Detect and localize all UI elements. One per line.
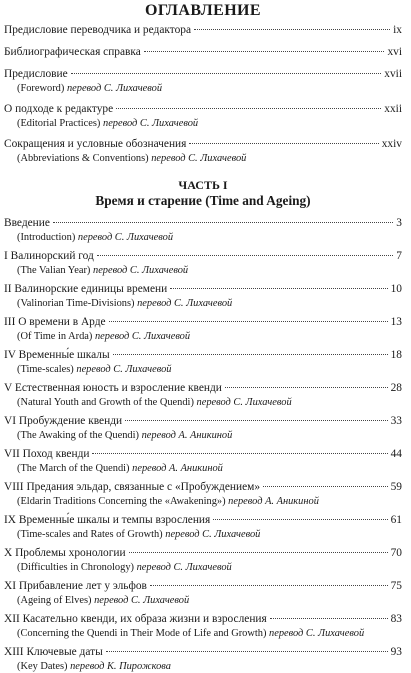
dot-leader [125, 420, 388, 421]
page-number: 83 [390, 613, 402, 625]
toc-entry-line[interactable] [4, 480, 402, 495]
toc-entry-line[interactable] [4, 137, 402, 152]
page-number: xxiv [381, 138, 402, 150]
page-number: 7 [396, 250, 402, 262]
entry-subtitle [4, 396, 402, 409]
chapter-list [4, 216, 402, 673]
page-number: 28 [390, 382, 402, 394]
original-title: (Abbreviations & Conventions) [17, 153, 149, 164]
entry-title: VI Пробуждение квенди [4, 415, 123, 427]
toc-entry [4, 315, 402, 343]
toc-entry [4, 216, 402, 244]
entry-subtitle [4, 330, 402, 343]
original-title: (Of Time in Arda) [17, 331, 93, 342]
dot-leader [109, 321, 388, 322]
entry-title: I Валинорский год [4, 250, 94, 262]
entry-subtitle [4, 117, 402, 130]
page-number: xvii [384, 68, 402, 80]
toc-entry-line[interactable] [4, 513, 402, 528]
entry-subtitle [4, 495, 402, 508]
part-number: ЧАСТЬ I [178, 178, 228, 192]
dot-leader [225, 387, 388, 388]
translator-credit: перевод С. Лихачевой [151, 153, 247, 164]
toc-entry-line[interactable] [4, 645, 402, 660]
dot-leader [53, 222, 393, 223]
toc-entry [4, 102, 402, 130]
toc-entry [4, 137, 402, 165]
toc-entry-line[interactable] [4, 612, 402, 627]
page-number: xxii [384, 103, 402, 115]
entry-title: II Валинорские единицы времени [4, 283, 168, 295]
page-number: xvi [387, 46, 402, 58]
entry-title: Введение [4, 217, 50, 229]
toc-entry [4, 67, 402, 95]
translator-credit: перевод К. Пирожкова [70, 661, 171, 672]
translator-credit: перевод С. Лихачевой [136, 562, 232, 573]
translator-credit: перевод А. Аникиной [228, 496, 319, 507]
toc-entry-line[interactable] [4, 315, 402, 330]
entry-subtitle [4, 297, 402, 310]
entry-subtitle [4, 152, 402, 165]
entry-subtitle [4, 627, 402, 640]
original-title: (The Awaking of the Quendi) [17, 430, 139, 441]
page-number: 75 [390, 580, 402, 592]
original-title: (The March of the Quendi) [17, 463, 130, 474]
entry-subtitle [4, 82, 402, 95]
original-title: (Natural Youth and Growth of the Quendi) [17, 397, 194, 408]
toc-entry-line[interactable] [4, 348, 402, 363]
original-title: (Time-scales and Rates of Growth) [17, 529, 163, 540]
entry-title: XI Прибавление лет у эльфов [4, 580, 147, 592]
original-title: (Foreword) [17, 83, 65, 94]
page-number: 59 [390, 481, 402, 493]
original-title: (Introduction) [17, 232, 76, 243]
entry-title: VIII Предания эльдар, связанные с «Пробуждением» [4, 481, 261, 493]
toc-entry-line[interactable] [4, 282, 402, 297]
translator-credit: перевод С. Лихачевой [94, 595, 190, 606]
dot-leader [106, 651, 388, 652]
toc-entry [4, 579, 402, 607]
toc-entry [4, 381, 402, 409]
dot-leader [170, 288, 387, 289]
original-title: (Time-scales) [17, 364, 74, 375]
entry-subtitle [4, 561, 402, 574]
entry-subtitle [4, 429, 402, 442]
part-heading [4, 178, 402, 209]
front-matter-list [4, 23, 402, 165]
dot-leader [129, 552, 388, 553]
dot-leader [97, 255, 393, 256]
toc-entry-line[interactable] [4, 447, 402, 462]
toc-entry-line[interactable] [4, 546, 402, 561]
original-title: (The Valian Year) [17, 265, 91, 276]
dot-leader [144, 51, 385, 52]
toc-entry [4, 282, 402, 310]
entry-title: О подходе к редактуре [4, 103, 114, 115]
dot-leader [92, 453, 387, 454]
page-number: 33 [390, 415, 402, 427]
entry-subtitle [4, 231, 402, 244]
entry-title: Сокращения и условные обозначения [4, 138, 187, 150]
original-title: (Concerning the Quendi in Their Mode of Life and Growth) [17, 628, 267, 639]
toc-entry-line[interactable] [4, 23, 402, 38]
original-title: (Eldarin Traditions Concerning the «Awakening») [17, 496, 226, 507]
translator-credit: перевод С. Лихачевой [77, 232, 174, 243]
dot-leader [189, 143, 378, 144]
page-number: 10 [390, 283, 402, 295]
page-number: 13 [390, 316, 402, 328]
original-title: (Difficulties in Chronology) [17, 562, 134, 573]
toc-entry [4, 414, 402, 442]
original-title: (Valinorian Time-Divisions) [17, 298, 135, 309]
toc-entry [4, 546, 402, 574]
entry-title: XII Касательно квенди, их образа жизни и взросления [4, 613, 267, 625]
translator-credit: перевод С. Лихачевой [165, 529, 261, 540]
entry-title: Предисловие [4, 68, 68, 80]
toc-entry [4, 23, 402, 38]
toc-entry [4, 45, 402, 60]
entry-title: III О времени в Арде [4, 316, 106, 328]
entry-subtitle [4, 660, 402, 673]
toc-entry [4, 348, 402, 376]
entry-subtitle [4, 462, 402, 475]
page-number: 93 [390, 646, 402, 658]
dot-leader [194, 29, 390, 30]
dot-leader [71, 73, 382, 74]
dot-leader [150, 585, 388, 586]
dot-leader [113, 354, 388, 355]
entry-title: XIII Ключевые даты [4, 646, 103, 658]
toc-entry-line[interactable] [4, 381, 402, 396]
dot-leader [213, 519, 387, 520]
translator-credit: перевод С. Лихачевой [93, 265, 189, 276]
entry-title: Предисловие переводчика и редактора [4, 24, 192, 36]
translator-credit: перевод С. Лихачевой [76, 364, 172, 375]
toc-entry-line[interactable] [4, 216, 402, 231]
translator-credit: перевод А. Аникиной [132, 463, 223, 474]
toc-entry [4, 645, 402, 673]
translator-credit: перевод С. Лихачевой [137, 298, 233, 309]
entry-title: Библиографическая справка [4, 46, 141, 58]
translator-credit: перевод С. Лихачевой [94, 331, 191, 342]
part-title: Время и старение (Time and Ageing) [95, 193, 311, 208]
toc-entry-line[interactable] [4, 249, 402, 264]
translator-credit: перевод С. Лихачевой [196, 397, 292, 408]
dot-leader [263, 486, 388, 487]
entry-subtitle [4, 363, 402, 376]
dot-leader [270, 618, 388, 619]
translator-credit: перевод А. Аникиной [141, 430, 233, 441]
toc-entry-line[interactable] [4, 579, 402, 594]
toc-entry-line[interactable] [4, 67, 402, 82]
dot-leader [116, 108, 381, 109]
translator-credit: перевод С. Лихачевой [269, 628, 365, 639]
entry-subtitle [4, 528, 402, 541]
toc-entry-line[interactable] [4, 414, 402, 429]
entry-title: X Проблемы хронологии [4, 547, 126, 559]
page-number: ix [393, 24, 402, 36]
toc-entry [4, 447, 402, 475]
page-number: 70 [390, 547, 402, 559]
translator-credit: перевод С. Лихачевой [66, 83, 163, 94]
original-title: (Ageing of Elves) [17, 595, 92, 606]
entry-title: V Естественная юность и взросление квенди [4, 382, 222, 394]
entry-subtitle [4, 264, 402, 277]
toc-entry-line[interactable] [4, 45, 402, 60]
original-title: (Editorial Practices) [17, 118, 101, 129]
toc-entry [4, 249, 402, 277]
page-number: 18 [390, 349, 402, 361]
entry-title: IX Временны́е шкалы и темпы взросления [4, 514, 211, 526]
toc-entry [4, 513, 402, 541]
translator-credit: перевод С. Лихачевой [103, 118, 199, 129]
page-number: 3 [396, 217, 402, 229]
toc-entry [4, 480, 402, 508]
page-title: ОГЛАВЛЕНИЕ [145, 2, 261, 19]
page-number: 44 [390, 448, 402, 460]
entry-title: VII Поход квенди [4, 448, 90, 460]
page-number: 61 [390, 514, 402, 526]
original-title: (Key Dates) [17, 661, 68, 672]
toc-entry [4, 612, 402, 640]
entry-subtitle [4, 594, 402, 607]
toc-entry-line[interactable] [4, 102, 402, 117]
entry-title: IV Временны́е шкалы [4, 349, 110, 361]
